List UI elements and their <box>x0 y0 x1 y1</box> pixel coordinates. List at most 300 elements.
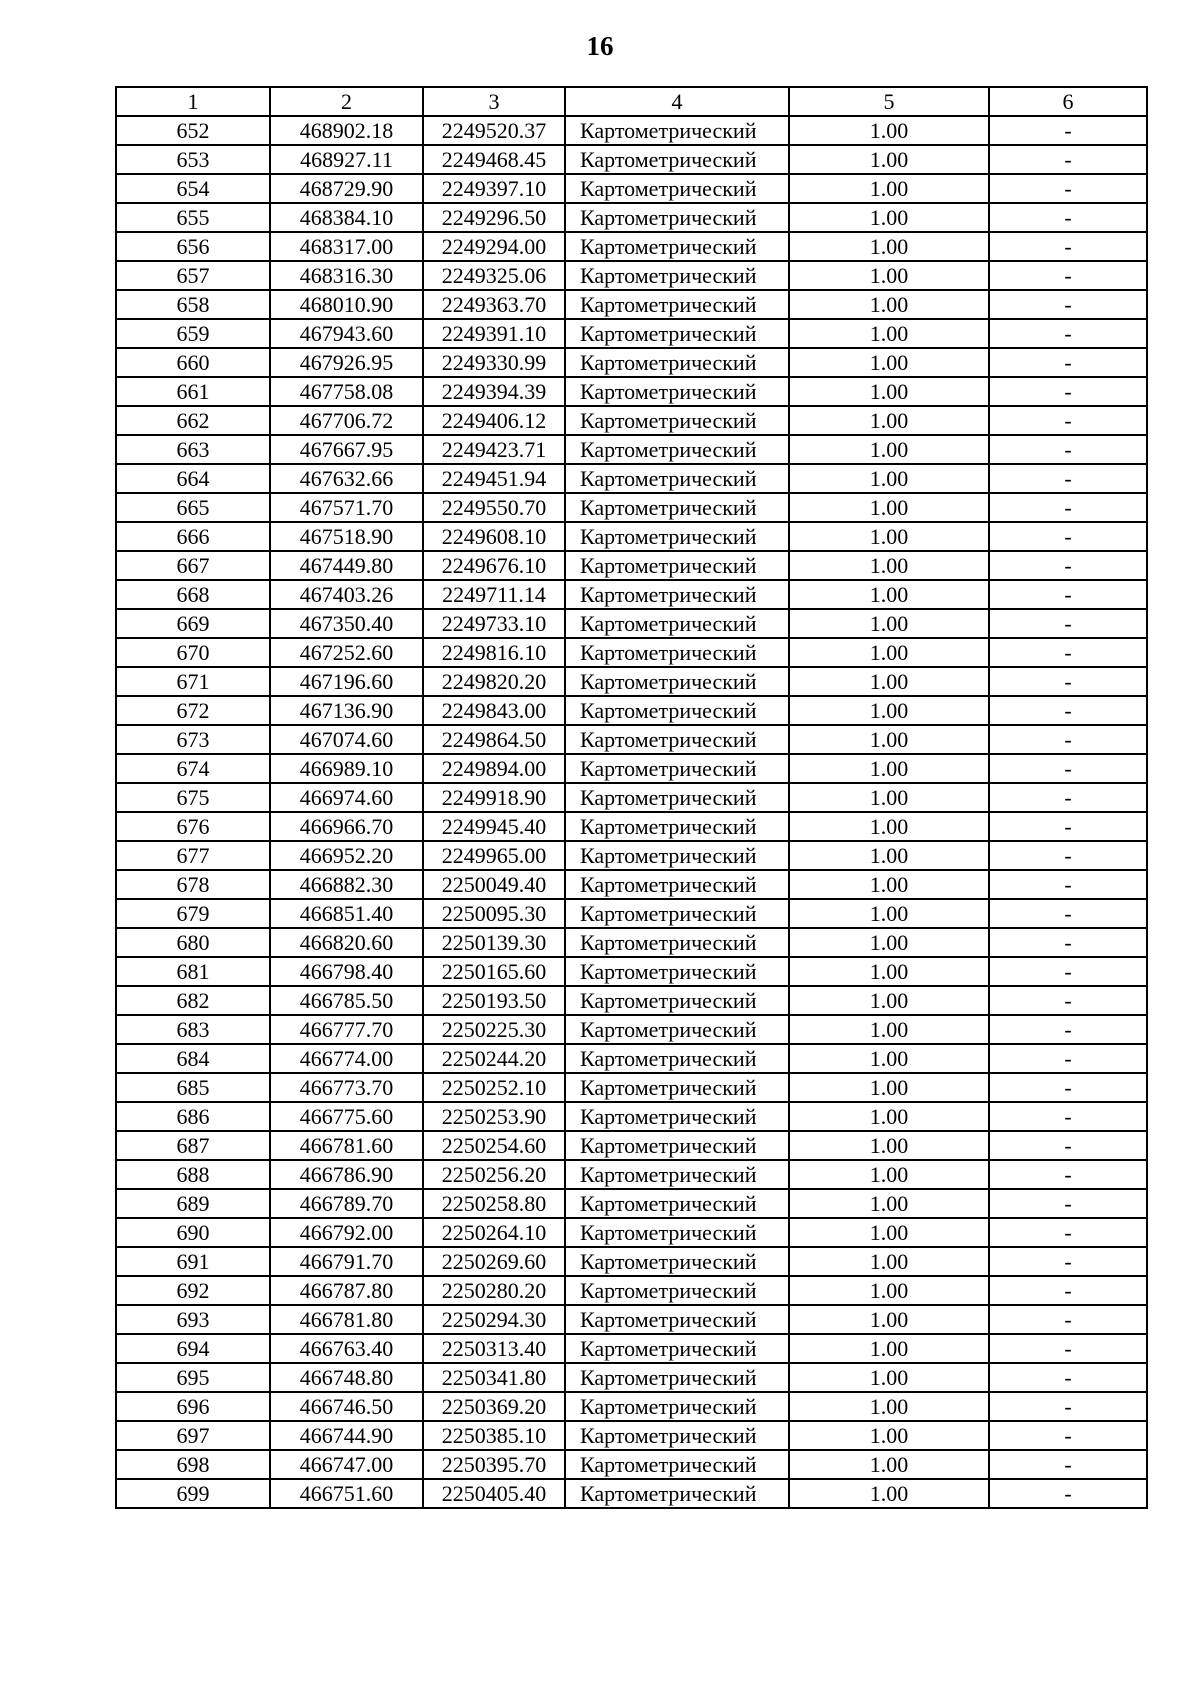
accuracy-cell: 1.00 <box>789 986 989 1015</box>
point-number-cell: 682 <box>116 986 270 1015</box>
point-number-cell: 696 <box>116 1392 270 1421</box>
x-coordinate-cell: 466791.70 <box>270 1247 423 1276</box>
x-coordinate-cell: 466787.80 <box>270 1276 423 1305</box>
accuracy-cell: 1.00 <box>789 870 989 899</box>
x-coordinate-cell: 468927.11 <box>270 145 423 174</box>
note-cell: - <box>989 551 1147 580</box>
accuracy-cell: 1.00 <box>789 1450 989 1479</box>
accuracy-cell: 1.00 <box>789 1189 989 1218</box>
x-coordinate-cell: 466785.50 <box>270 986 423 1015</box>
y-coordinate-cell: 2249294.00 <box>423 232 565 261</box>
y-coordinate-cell: 2249520.37 <box>423 116 565 145</box>
accuracy-cell: 1.00 <box>789 667 989 696</box>
note-cell: - <box>989 696 1147 725</box>
point-number-cell: 673 <box>116 725 270 754</box>
method-cell: Картометрический <box>565 812 789 841</box>
y-coordinate-cell: 2249945.40 <box>423 812 565 841</box>
table-row <box>116 783 1147 812</box>
y-coordinate-cell: 2249397.10 <box>423 174 565 203</box>
x-coordinate-cell: 466748.80 <box>270 1363 423 1392</box>
header-cell: 6 <box>989 87 1147 116</box>
method-cell: Картометрический <box>565 1247 789 1276</box>
accuracy-cell: 1.00 <box>789 1015 989 1044</box>
point-number-cell: 699 <box>116 1479 270 1508</box>
note-cell: - <box>989 725 1147 754</box>
y-coordinate-cell: 2250253.90 <box>423 1102 565 1131</box>
note-cell: - <box>989 348 1147 377</box>
table-row <box>116 1363 1147 1392</box>
y-coordinate-cell: 2250405.40 <box>423 1479 565 1508</box>
accuracy-cell: 1.00 <box>789 145 989 174</box>
y-coordinate-cell: 2249325.06 <box>423 261 565 290</box>
x-coordinate-cell: 467074.60 <box>270 725 423 754</box>
table-row <box>116 1044 1147 1073</box>
method-cell: Картометрический <box>565 1479 789 1508</box>
x-coordinate-cell: 466775.60 <box>270 1102 423 1131</box>
header-cell: 1 <box>116 87 270 116</box>
accuracy-cell: 1.00 <box>789 928 989 957</box>
accuracy-cell: 1.00 <box>789 551 989 580</box>
method-cell: Картометрический <box>565 870 789 899</box>
point-number-cell: 660 <box>116 348 270 377</box>
method-cell: Картометрический <box>565 1160 789 1189</box>
method-cell: Картометрический <box>565 232 789 261</box>
accuracy-cell: 1.00 <box>789 580 989 609</box>
note-cell: - <box>989 1392 1147 1421</box>
point-number-cell: 652 <box>116 116 270 145</box>
method-cell: Картометрический <box>565 783 789 812</box>
method-cell: Картометрический <box>565 1363 789 1392</box>
table-row <box>116 754 1147 783</box>
method-cell: Картометрический <box>565 1131 789 1160</box>
x-coordinate-cell: 468010.90 <box>270 290 423 319</box>
table-row <box>116 609 1147 638</box>
note-cell: - <box>989 319 1147 348</box>
table-row <box>116 580 1147 609</box>
x-coordinate-cell: 467943.60 <box>270 319 423 348</box>
point-number-cell: 692 <box>116 1276 270 1305</box>
y-coordinate-cell: 2249711.14 <box>423 580 565 609</box>
table-row <box>116 1131 1147 1160</box>
table-row <box>116 116 1147 145</box>
note-cell: - <box>989 870 1147 899</box>
x-coordinate-cell: 466774.00 <box>270 1044 423 1073</box>
accuracy-cell: 1.00 <box>789 1102 989 1131</box>
method-cell: Картометрический <box>565 493 789 522</box>
point-number-cell: 656 <box>116 232 270 261</box>
y-coordinate-cell: 2249918.90 <box>423 783 565 812</box>
x-coordinate-cell: 468729.90 <box>270 174 423 203</box>
note-cell: - <box>989 1334 1147 1363</box>
y-coordinate-cell: 2249391.10 <box>423 319 565 348</box>
note-cell: - <box>989 435 1147 464</box>
point-number-cell: 697 <box>116 1421 270 1450</box>
method-cell: Картометрический <box>565 1450 789 1479</box>
accuracy-cell: 1.00 <box>789 783 989 812</box>
point-number-cell: 661 <box>116 377 270 406</box>
accuracy-cell: 1.00 <box>789 348 989 377</box>
note-cell: - <box>989 406 1147 435</box>
table-row <box>116 928 1147 957</box>
x-coordinate-cell: 466746.50 <box>270 1392 423 1421</box>
method-cell: Картометрический <box>565 290 789 319</box>
accuracy-cell: 1.00 <box>789 377 989 406</box>
point-number-cell: 686 <box>116 1102 270 1131</box>
x-coordinate-cell: 468384.10 <box>270 203 423 232</box>
method-cell: Картометрический <box>565 986 789 1015</box>
table-row <box>116 1218 1147 1247</box>
accuracy-cell: 1.00 <box>789 493 989 522</box>
y-coordinate-cell: 2250244.20 <box>423 1044 565 1073</box>
point-number-cell: 657 <box>116 261 270 290</box>
table-row <box>116 957 1147 986</box>
header-cell: 5 <box>789 87 989 116</box>
accuracy-cell: 1.00 <box>789 754 989 783</box>
y-coordinate-cell: 2249451.94 <box>423 464 565 493</box>
method-cell: Картометрический <box>565 1334 789 1363</box>
table-row <box>116 348 1147 377</box>
method-cell: Картометрический <box>565 174 789 203</box>
note-cell: - <box>989 1305 1147 1334</box>
y-coordinate-cell: 2249406.12 <box>423 406 565 435</box>
note-cell: - <box>989 261 1147 290</box>
point-number-cell: 664 <box>116 464 270 493</box>
table-row <box>116 870 1147 899</box>
note-cell: - <box>989 986 1147 1015</box>
accuracy-cell: 1.00 <box>789 319 989 348</box>
accuracy-cell: 1.00 <box>789 1160 989 1189</box>
x-coordinate-cell: 466763.40 <box>270 1334 423 1363</box>
table-row <box>116 1305 1147 1334</box>
y-coordinate-cell: 2249330.99 <box>423 348 565 377</box>
point-number-cell: 683 <box>116 1015 270 1044</box>
point-number-cell: 690 <box>116 1218 270 1247</box>
point-number-cell: 654 <box>116 174 270 203</box>
point-number-cell: 679 <box>116 899 270 928</box>
accuracy-cell: 1.00 <box>789 290 989 319</box>
method-cell: Картометрический <box>565 116 789 145</box>
note-cell: - <box>989 1218 1147 1247</box>
point-number-cell: 684 <box>116 1044 270 1073</box>
accuracy-cell: 1.00 <box>789 522 989 551</box>
table-body <box>116 87 1147 1508</box>
table-row <box>116 725 1147 754</box>
x-coordinate-cell: 466744.90 <box>270 1421 423 1450</box>
note-cell: - <box>989 1102 1147 1131</box>
table-row <box>116 1421 1147 1450</box>
y-coordinate-cell: 2250139.30 <box>423 928 565 957</box>
table-row <box>116 638 1147 667</box>
accuracy-cell: 1.00 <box>789 435 989 464</box>
point-number-cell: 689 <box>116 1189 270 1218</box>
table-row <box>116 1247 1147 1276</box>
x-coordinate-cell: 466851.40 <box>270 899 423 928</box>
point-number-cell: 680 <box>116 928 270 957</box>
x-coordinate-cell: 466966.70 <box>270 812 423 841</box>
note-cell: - <box>989 812 1147 841</box>
table-row <box>116 232 1147 261</box>
accuracy-cell: 1.00 <box>789 1131 989 1160</box>
table-row <box>116 986 1147 1015</box>
x-coordinate-cell: 466751.60 <box>270 1479 423 1508</box>
x-coordinate-cell: 467136.90 <box>270 696 423 725</box>
point-number-cell: 663 <box>116 435 270 464</box>
accuracy-cell: 1.00 <box>789 725 989 754</box>
table-row <box>116 203 1147 232</box>
x-coordinate-cell: 467449.80 <box>270 551 423 580</box>
x-coordinate-cell: 468317.00 <box>270 232 423 261</box>
note-cell: - <box>989 377 1147 406</box>
note-cell: - <box>989 174 1147 203</box>
y-coordinate-cell: 2250280.20 <box>423 1276 565 1305</box>
y-coordinate-cell: 2250193.50 <box>423 986 565 1015</box>
point-number-cell: 681 <box>116 957 270 986</box>
header-cell: 4 <box>565 87 789 116</box>
method-cell: Картометрический <box>565 377 789 406</box>
method-cell: Картометрический <box>565 667 789 696</box>
note-cell: - <box>989 638 1147 667</box>
point-number-cell: 695 <box>116 1363 270 1392</box>
note-cell: - <box>989 1160 1147 1189</box>
x-coordinate-cell: 467403.26 <box>270 580 423 609</box>
method-cell: Картометрический <box>565 899 789 928</box>
y-coordinate-cell: 2249820.20 <box>423 667 565 696</box>
table-row <box>116 1450 1147 1479</box>
accuracy-cell: 1.00 <box>789 1247 989 1276</box>
table-row <box>116 377 1147 406</box>
accuracy-cell: 1.00 <box>789 1276 989 1305</box>
table-row <box>116 899 1147 928</box>
method-cell: Картометрический <box>565 261 789 290</box>
y-coordinate-cell: 2249296.50 <box>423 203 565 232</box>
table-row <box>116 1073 1147 1102</box>
note-cell: - <box>989 899 1147 928</box>
accuracy-cell: 1.00 <box>789 609 989 638</box>
table-header-row <box>116 87 1147 116</box>
accuracy-cell: 1.00 <box>789 1363 989 1392</box>
method-cell: Картометрический <box>565 1218 789 1247</box>
y-coordinate-cell: 2250313.40 <box>423 1334 565 1363</box>
y-coordinate-cell: 2250225.30 <box>423 1015 565 1044</box>
note-cell: - <box>989 232 1147 261</box>
note-cell: - <box>989 116 1147 145</box>
y-coordinate-cell: 2250369.20 <box>423 1392 565 1421</box>
x-coordinate-cell: 466952.20 <box>270 841 423 870</box>
point-number-cell: 668 <box>116 580 270 609</box>
y-coordinate-cell: 2249894.00 <box>423 754 565 783</box>
y-coordinate-cell: 2249965.00 <box>423 841 565 870</box>
x-coordinate-cell: 467667.95 <box>270 435 423 464</box>
table-row <box>116 435 1147 464</box>
accuracy-cell: 1.00 <box>789 203 989 232</box>
x-coordinate-cell: 466781.60 <box>270 1131 423 1160</box>
y-coordinate-cell: 2249423.71 <box>423 435 565 464</box>
note-cell: - <box>989 1044 1147 1073</box>
x-coordinate-cell: 467632.66 <box>270 464 423 493</box>
note-cell: - <box>989 1450 1147 1479</box>
method-cell: Картометрический <box>565 580 789 609</box>
method-cell: Картометрический <box>565 1421 789 1450</box>
point-number-cell: 676 <box>116 812 270 841</box>
x-coordinate-cell: 466820.60 <box>270 928 423 957</box>
method-cell: Картометрический <box>565 203 789 232</box>
x-coordinate-cell: 468902.18 <box>270 116 423 145</box>
point-number-cell: 666 <box>116 522 270 551</box>
table-row <box>116 551 1147 580</box>
note-cell: - <box>989 1131 1147 1160</box>
table-row <box>116 1334 1147 1363</box>
method-cell: Картометрический <box>565 609 789 638</box>
point-number-cell: 694 <box>116 1334 270 1363</box>
point-number-cell: 688 <box>116 1160 270 1189</box>
note-cell: - <box>989 145 1147 174</box>
point-number-cell: 658 <box>116 290 270 319</box>
y-coordinate-cell: 2249733.10 <box>423 609 565 638</box>
table-row <box>116 1392 1147 1421</box>
coordinates-table <box>115 86 1148 1509</box>
accuracy-cell: 1.00 <box>789 899 989 928</box>
table-row <box>116 667 1147 696</box>
y-coordinate-cell: 2250252.10 <box>423 1073 565 1102</box>
table-row <box>116 174 1147 203</box>
y-coordinate-cell: 2250165.60 <box>423 957 565 986</box>
header-cell: 3 <box>423 87 565 116</box>
note-cell: - <box>989 1189 1147 1218</box>
table-row <box>116 261 1147 290</box>
accuracy-cell: 1.00 <box>789 1073 989 1102</box>
accuracy-cell: 1.00 <box>789 261 989 290</box>
table-row <box>116 841 1147 870</box>
method-cell: Картометрический <box>565 1102 789 1131</box>
method-cell: Картометрический <box>565 1073 789 1102</box>
accuracy-cell: 1.00 <box>789 1479 989 1508</box>
table-row <box>116 290 1147 319</box>
note-cell: - <box>989 841 1147 870</box>
y-coordinate-cell: 2249394.39 <box>423 377 565 406</box>
method-cell: Картометрический <box>565 1305 789 1334</box>
y-coordinate-cell: 2250256.20 <box>423 1160 565 1189</box>
x-coordinate-cell: 467252.60 <box>270 638 423 667</box>
point-number-cell: 698 <box>116 1450 270 1479</box>
accuracy-cell: 1.00 <box>789 696 989 725</box>
y-coordinate-cell: 2249676.10 <box>423 551 565 580</box>
point-number-cell: 669 <box>116 609 270 638</box>
x-coordinate-cell: 466882.30 <box>270 870 423 899</box>
point-number-cell: 691 <box>116 1247 270 1276</box>
note-cell: - <box>989 609 1147 638</box>
method-cell: Картометрический <box>565 348 789 377</box>
note-cell: - <box>989 783 1147 812</box>
point-number-cell: 675 <box>116 783 270 812</box>
accuracy-cell: 1.00 <box>789 812 989 841</box>
page-number: 16 <box>586 31 614 61</box>
y-coordinate-cell: 2249468.45 <box>423 145 565 174</box>
note-cell: - <box>989 1015 1147 1044</box>
accuracy-cell: 1.00 <box>789 1218 989 1247</box>
note-cell: - <box>989 754 1147 783</box>
note-cell: - <box>989 203 1147 232</box>
point-number-cell: 665 <box>116 493 270 522</box>
y-coordinate-cell: 2249363.70 <box>423 290 565 319</box>
y-coordinate-cell: 2250341.80 <box>423 1363 565 1392</box>
y-coordinate-cell: 2250258.80 <box>423 1189 565 1218</box>
y-coordinate-cell: 2250385.10 <box>423 1421 565 1450</box>
method-cell: Картометрический <box>565 957 789 986</box>
note-cell: - <box>989 1276 1147 1305</box>
accuracy-cell: 1.00 <box>789 464 989 493</box>
table-row <box>116 1276 1147 1305</box>
accuracy-cell: 1.00 <box>789 638 989 667</box>
note-cell: - <box>989 580 1147 609</box>
y-coordinate-cell: 2249550.70 <box>423 493 565 522</box>
x-coordinate-cell: 467926.95 <box>270 348 423 377</box>
method-cell: Картометрический <box>565 638 789 667</box>
table-row <box>116 406 1147 435</box>
point-number-cell: 687 <box>116 1131 270 1160</box>
accuracy-cell: 1.00 <box>789 1392 989 1421</box>
method-cell: Картометрический <box>565 754 789 783</box>
point-number-cell: 653 <box>116 145 270 174</box>
table-row <box>116 319 1147 348</box>
point-number-cell: 662 <box>116 406 270 435</box>
table-row <box>116 1189 1147 1218</box>
y-coordinate-cell: 2250264.10 <box>423 1218 565 1247</box>
note-cell: - <box>989 1247 1147 1276</box>
method-cell: Картометрический <box>565 696 789 725</box>
x-coordinate-cell: 466773.70 <box>270 1073 423 1102</box>
method-cell: Картометрический <box>565 145 789 174</box>
y-coordinate-cell: 2249843.00 <box>423 696 565 725</box>
method-cell: Картометрический <box>565 1015 789 1044</box>
point-number-cell: 677 <box>116 841 270 870</box>
table-row <box>116 812 1147 841</box>
x-coordinate-cell: 466789.70 <box>270 1189 423 1218</box>
method-cell: Картометрический <box>565 928 789 957</box>
accuracy-cell: 1.00 <box>789 957 989 986</box>
accuracy-cell: 1.00 <box>789 116 989 145</box>
point-number-cell: 667 <box>116 551 270 580</box>
table-row <box>116 1479 1147 1508</box>
method-cell: Картометрический <box>565 406 789 435</box>
accuracy-cell: 1.00 <box>789 232 989 261</box>
method-cell: Картометрический <box>565 1044 789 1073</box>
point-number-cell: 693 <box>116 1305 270 1334</box>
point-number-cell: 674 <box>116 754 270 783</box>
x-coordinate-cell: 467706.72 <box>270 406 423 435</box>
table-row <box>116 1102 1147 1131</box>
method-cell: Картометрический <box>565 1276 789 1305</box>
x-coordinate-cell: 466798.40 <box>270 957 423 986</box>
table-row <box>116 522 1147 551</box>
method-cell: Картометрический <box>565 464 789 493</box>
table-row <box>116 1160 1147 1189</box>
x-coordinate-cell: 466777.70 <box>270 1015 423 1044</box>
note-cell: - <box>989 1421 1147 1450</box>
point-number-cell: 678 <box>116 870 270 899</box>
method-cell: Картометрический <box>565 725 789 754</box>
point-number-cell: 672 <box>116 696 270 725</box>
accuracy-cell: 1.00 <box>789 1044 989 1073</box>
note-cell: - <box>989 522 1147 551</box>
x-coordinate-cell: 466747.00 <box>270 1450 423 1479</box>
note-cell: - <box>989 290 1147 319</box>
point-number-cell: 671 <box>116 667 270 696</box>
note-cell: - <box>989 493 1147 522</box>
note-cell: - <box>989 464 1147 493</box>
method-cell: Картометрический <box>565 551 789 580</box>
method-cell: Картометрический <box>565 841 789 870</box>
table-row <box>116 696 1147 725</box>
